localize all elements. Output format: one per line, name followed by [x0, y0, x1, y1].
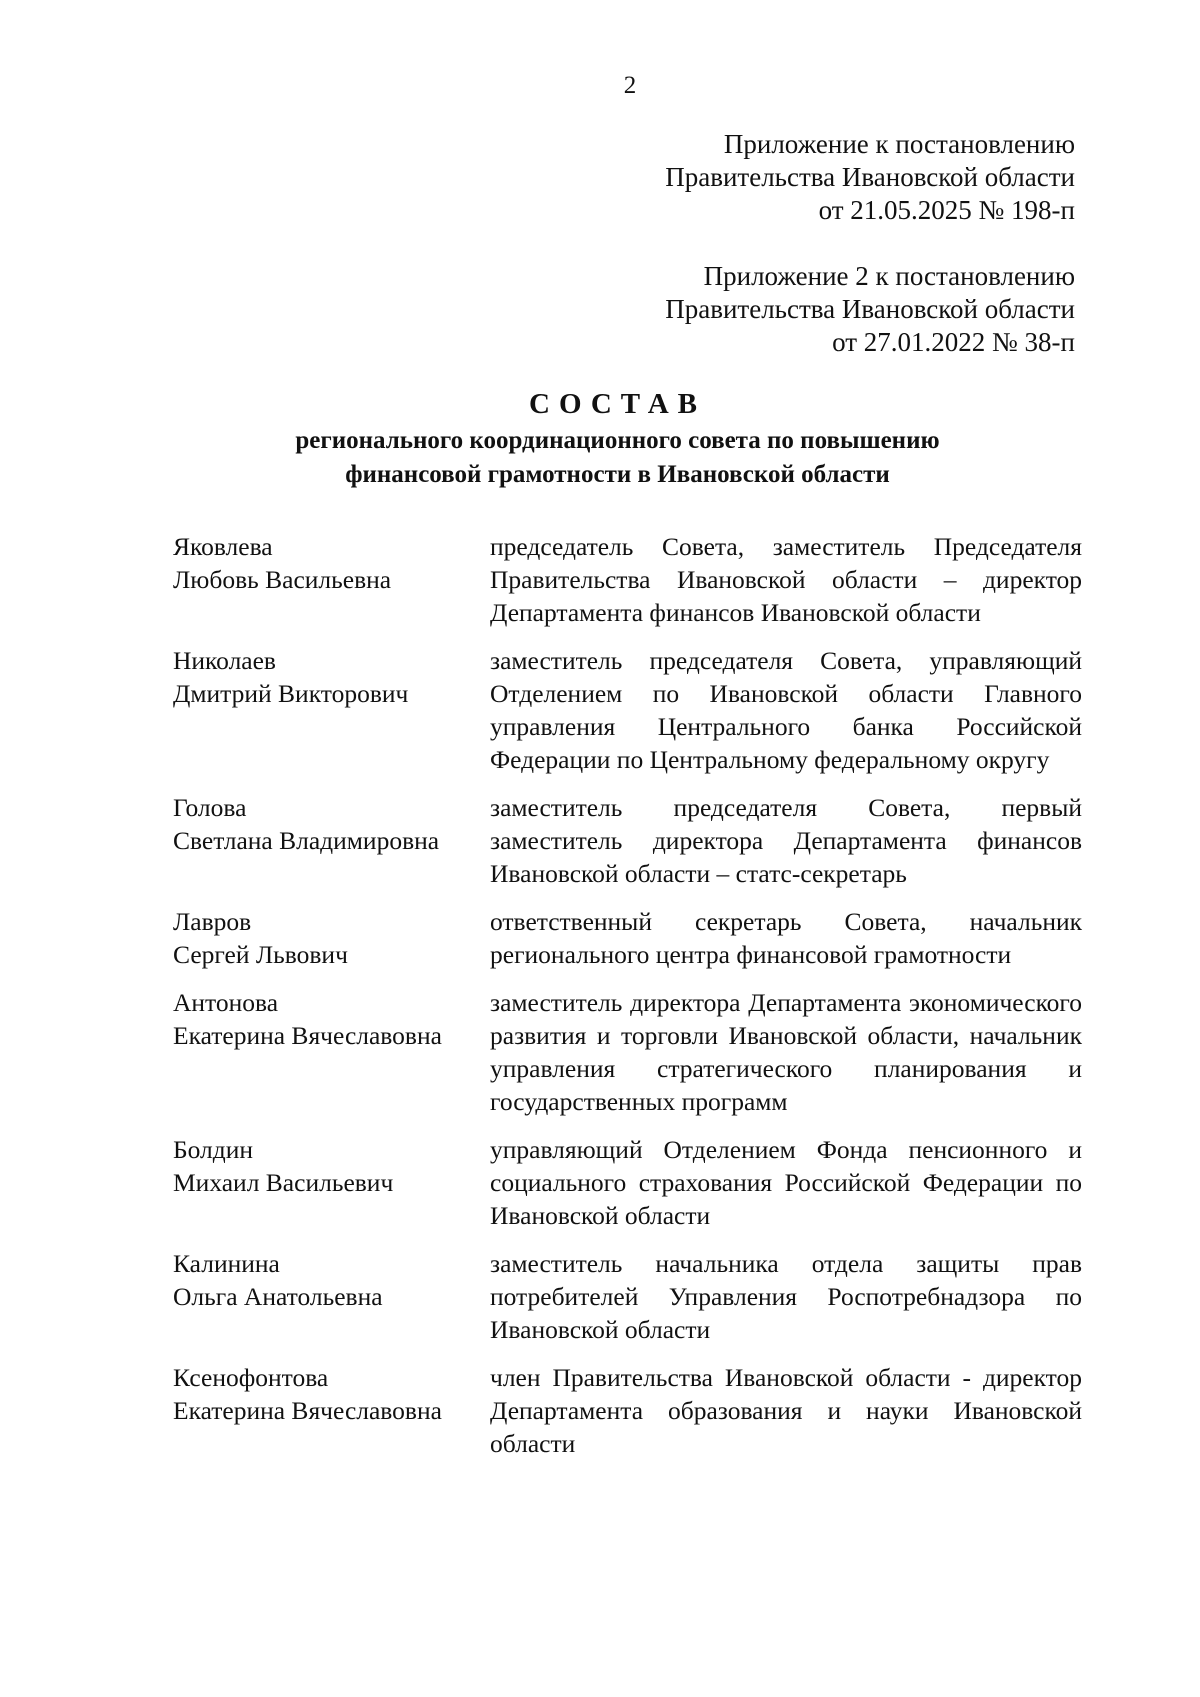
appendix-line: Правительства Ивановской области: [665, 162, 1075, 192]
member-role: заместитель начальника отдела защиты прав потребителей Управления Роспотребнадзора по Ивановской области: [490, 1249, 1082, 1344]
member-name: [173, 791, 490, 890]
member-row: [173, 1361, 1083, 1460]
member-surname: Лавров: [173, 907, 252, 936]
member-row: [173, 1133, 1083, 1232]
member-surname: Калинина: [173, 1249, 280, 1278]
member-role: заместитель директора Департамента экономического развития и торговли Ивановской области, начальник управления стратегического планирования и государственных программ: [490, 988, 1082, 1116]
member-row: [173, 986, 1083, 1118]
member-name: [173, 1247, 490, 1346]
appendix-current-header: [455, 128, 1075, 227]
member-row: [173, 905, 1083, 971]
member-name: [173, 644, 490, 776]
member-name: [173, 530, 490, 629]
appendix-original-header: [455, 260, 1075, 359]
member-given-names: Михаил Васильевич: [173, 1168, 394, 1197]
member-surname: Антонова: [173, 988, 279, 1017]
members-list: [173, 530, 1083, 1475]
document-subtitle-line: регионального координационного совета по повышению: [295, 427, 940, 454]
member-role: управляющий Отделением Фонда пенсионного и социального страхования Российской Федерации по Ивановской области: [490, 1135, 1082, 1230]
appendix-line: Правительства Ивановской области: [665, 294, 1075, 324]
member-name: [173, 1133, 490, 1232]
member-row: [173, 791, 1083, 890]
member-name: [173, 1361, 490, 1460]
member-row: [173, 644, 1083, 776]
member-role: член Правительства Ивановской области - директор Департамента образования и науки Ивановской области: [490, 1363, 1082, 1458]
member-row: [173, 530, 1083, 629]
document-title: СОСТАВ: [529, 388, 706, 420]
appendix-line: от 27.01.2022 № 38-п: [832, 327, 1075, 357]
member-given-names: Ольга Анатольевна: [173, 1282, 383, 1311]
document-title-block: [160, 384, 1075, 492]
member-role: заместитель председателя Совета, первый заместитель директора Департамента финансов Ивановской области – статс-секретарь: [490, 793, 1082, 888]
member-given-names: Екатерина Вячеславовна: [173, 1396, 442, 1425]
member-given-names: Любовь Васильевна: [173, 565, 392, 594]
appendix-line: от 21.05.2025 № 198-п: [818, 195, 1075, 225]
member-surname: Яковлева: [173, 532, 273, 561]
member-role: заместитель председателя Совета, управляющий Отделением по Ивановской области Главного управления Центрального банка Российской Федерации по Центральному федеральному округу: [490, 646, 1082, 774]
member-surname: Николаев: [173, 646, 276, 675]
member-surname: Болдин: [173, 1135, 254, 1164]
member-given-names: Светлана Владимировна: [173, 826, 440, 855]
member-surname: Голова: [173, 793, 247, 822]
member-surname: Ксенофонтова: [173, 1363, 329, 1392]
member-name: [173, 905, 490, 971]
appendix-line: Приложение 2 к постановлению: [703, 261, 1075, 291]
member-given-names: Сергей Львович: [173, 940, 348, 969]
page-number: 2: [623, 72, 637, 99]
member-role: ответственный секретарь Совета, начальник регионального центра финансовой грамотности: [490, 907, 1082, 969]
member-role: председатель Совета, заместитель Председателя Правительства Ивановской области – директор Департамента финансов Ивановской области: [490, 532, 1082, 627]
member-row: [173, 1247, 1083, 1346]
member-given-names: Екатерина Вячеславовна: [173, 1021, 442, 1050]
appendix-line: Приложение к постановлению: [723, 129, 1075, 159]
document-subtitle-line: финансовой грамотности в Ивановской области: [345, 461, 890, 488]
member-given-names: Дмитрий Викторович: [173, 679, 409, 708]
member-name: [173, 986, 490, 1118]
